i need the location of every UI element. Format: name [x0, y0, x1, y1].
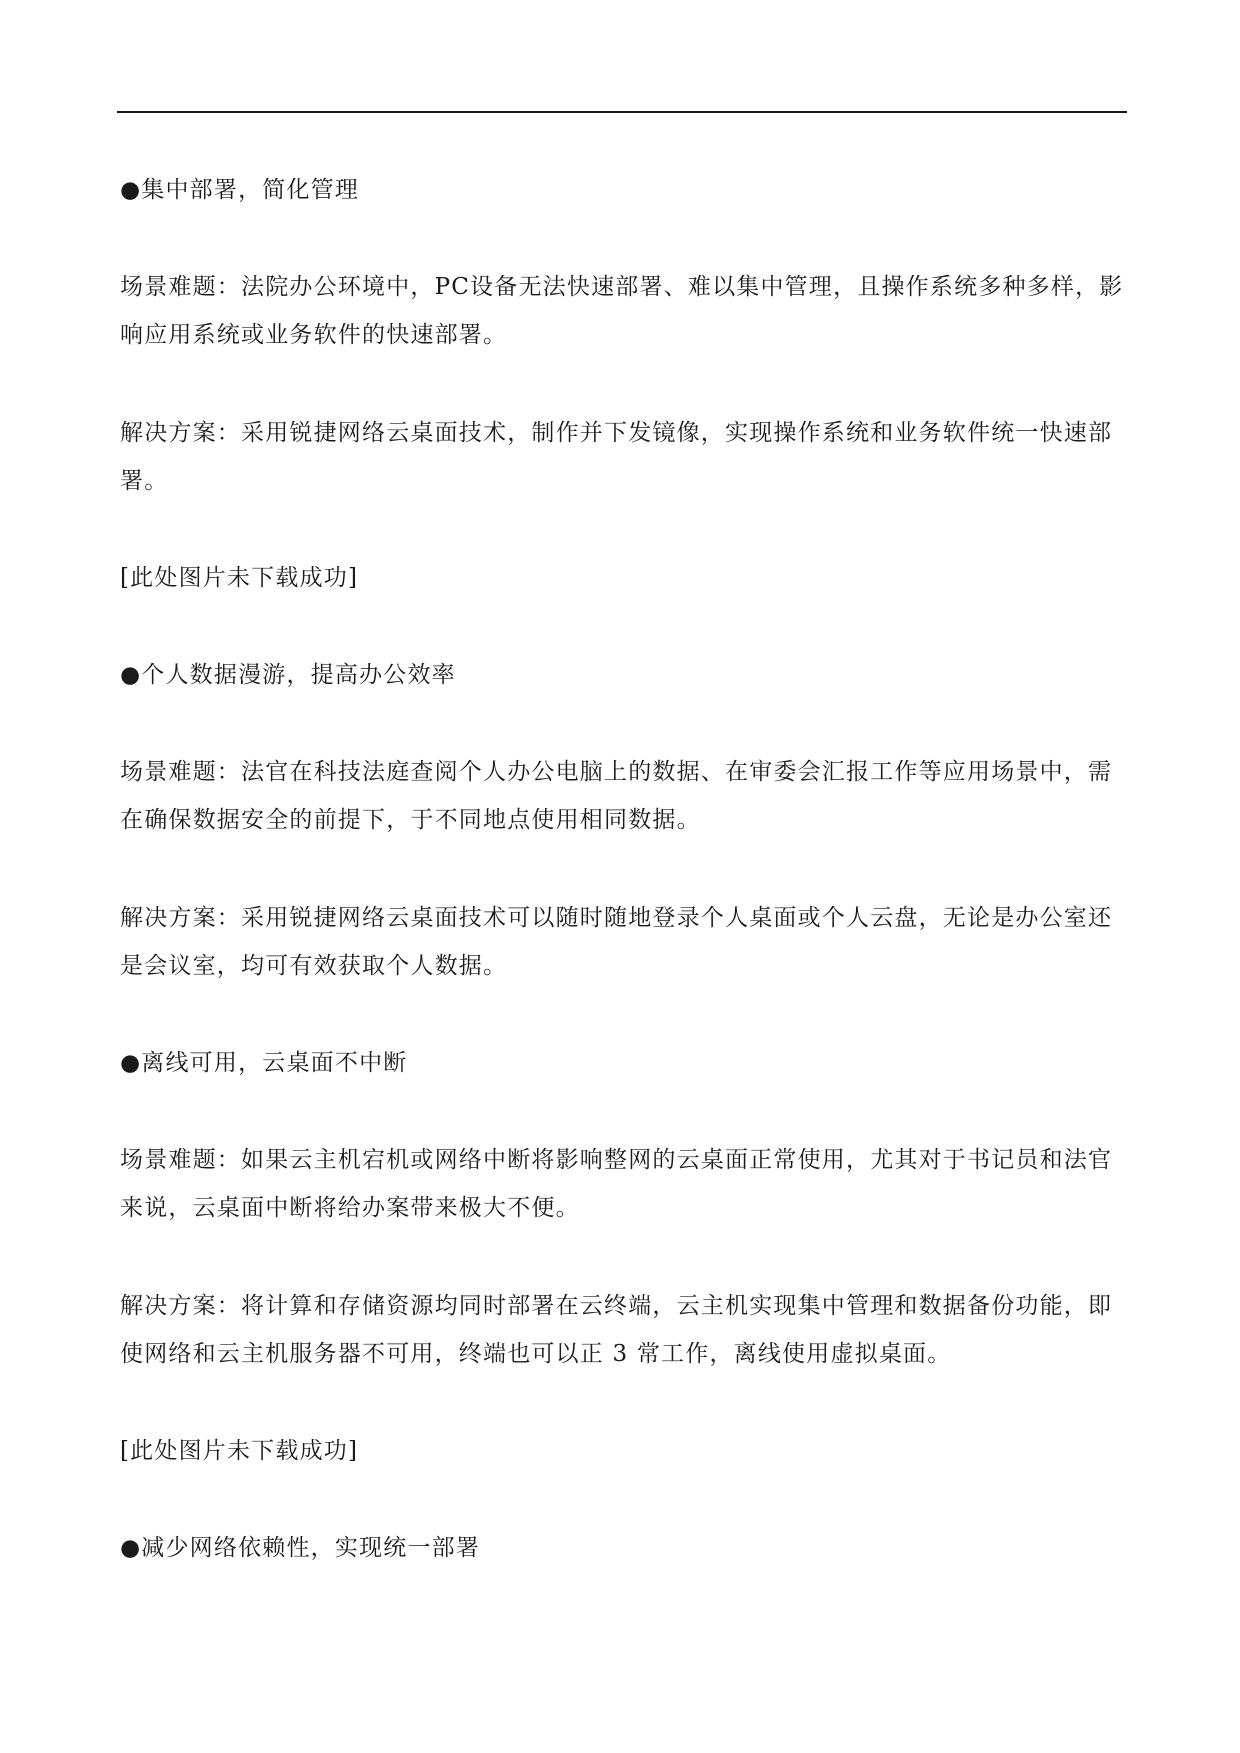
section-heading-data-roaming: ●个人数据漫游，提高办公效率 — [120, 662, 456, 688]
section-heading-offline-available: ●离线可用，云桌面不中断 — [120, 1050, 408, 1076]
problem-paragraph-3: 场景难题：如果云主机宕机或网络中断将影响整网的云桌面正常使用，尤其对于书记员和法官来说，云桌面中断将给办案带来极大不便。 — [120, 1147, 1113, 1221]
solution-paragraph-3: 解决方案：将计算和存储资源均同时部署在云终端，云主机实现集中管理和数据备份功能，即使网络和云主机服务器不可用，终端也可以正 3 常工作，离线使用虚拟桌面。 — [120, 1293, 1113, 1367]
section-heading-centralized-deployment: ●集中部署，简化管理 — [120, 177, 360, 203]
image-placeholder-2: [此处图片未下载成功] — [120, 1438, 359, 1464]
problem-paragraph-1: 场景难题：法院办公环境中，PC设备无法快速部署、难以集中管理，且操作系统多种多样，影响应用系统或业务软件的快速部署。 — [120, 274, 1124, 348]
solution-paragraph-1: 解决方案：采用锐捷网络云桌面技术，制作并下发镜像，实现操作系统和业务软件统一快速部署。 — [120, 420, 1113, 494]
image-placeholder-1: [此处图片未下载成功] — [120, 565, 359, 591]
header-rule — [117, 111, 1127, 113]
section-heading-reduce-dependency: ●减少网络依赖性，实现统一部署 — [120, 1535, 481, 1561]
solution-paragraph-2: 解决方案：采用锐捷网络云桌面技术可以随时随地登录个人桌面或个人云盘，无论是办公室还是会议室，均可有效获取个人数据。 — [120, 905, 1113, 979]
problem-paragraph-2: 场景难题：法官在科技法庭查阅个人办公电脑上的数据、在审委会汇报工作等应用场景中，需在确保数据安全的前提下，于不同地点使用相同数据。 — [120, 759, 1113, 833]
